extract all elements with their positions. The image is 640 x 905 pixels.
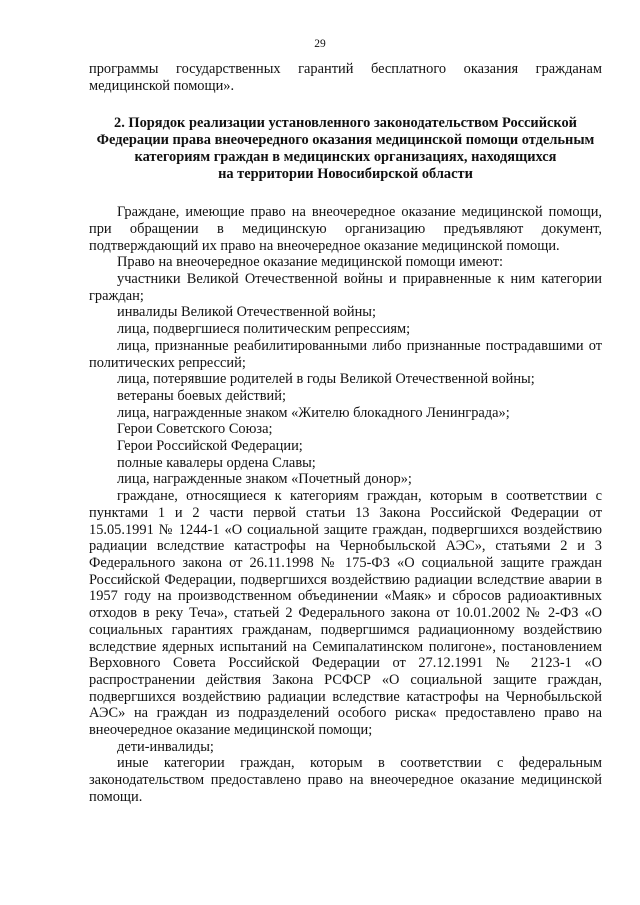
list-item: лица, потерявшие родителей в годы Великой Отечественной войны; [117,371,535,388]
list-item: лица, награжденные знаком «Почетный донор»; [117,471,412,488]
list-item: граждане, относящиеся к категориям граждан, которым в соответствии с пунктами 1 и 2 части первой статьи 13 Закона Российской Федерации от 15.05.1991 № 1244-1 «О социальной защите граждан, подвергшихся воздействию радиации вследствие катастрофы на Чернобыльской АЭС», статьями 2 и 3 Федерального закона от 26.11.1998 № 175-ФЗ «О социальной защите граждан Российской Федерации, подвергшихся воздействию радиации вследствие аварии в 1957 году на производственном объединении «Маяк» и сбросов радиоактивных отходов в реку Теча», статьей 2 Федерального закона от 10.01.2002 № 2-ФЗ «О социальных гарантиях гражданам, подвергшимся радиационному воздействию вследствие ядерных испытаний на Семипалатинском полигоне», постановлением Верховного Совета Российской Федерации от 27.12.1991 № 2123-1 «О распространении действия Закона РСФСР «О социальной защите граждан, подвергшихся воздействию радиации вследствие катастрофы на Чернобыльской АЭС» на граждан из подразделений особого риска« предоставлено право на внеочередное оказание медицинской помощи; [89,488,602,739]
list-item: инвалиды Великой Отечественной войны; [117,304,376,321]
list-item: Герои Советского Союза; [117,421,273,438]
section-heading-line: 2. Порядок реализации установленного законодательством Российской [114,115,577,132]
list-item: лица, подвергшиеся политическим репрессиям; [117,321,411,338]
list-item: Герои Российской Федерации; [117,438,303,455]
list-item: лица, признанные реабилитированными либо признанные пострадавшими от политических репрессий; [89,337,602,371]
body-paragraph: Граждане, имеющие право на внеочередное оказание медицинской помощи, при обращении в медицинскую организацию предъявляют документ, подтверждающий их право на внеочередное оказание медицинской помощи. [89,204,602,254]
body-paragraph: Право на внеочередное оказание медицинской помощи имеют: [117,254,503,271]
section-heading-line: категориям граждан в медицинских организациях, находящихся [134,148,557,165]
section-heading-line: на территории Новосибирской области [218,165,473,182]
list-item: дети-инвалиды; [117,738,214,755]
intro-paragraph: программы государственных гарантий бесплатного оказания гражданам медицинской помощи». [89,61,602,94]
page-content [89,61,602,806]
list-item: полные кавалеры ордена Славы; [117,454,316,471]
list-item: лица, награжденные знаком «Жителю блокадного Ленинграда»; [117,404,510,421]
section-heading [89,115,602,182]
section-heading-line: Федерации права внеочередного оказания медицинской помощи отдельным [96,132,595,149]
list-item: участники Великой Отечественной войны и приравненные к ним категории граждан; [89,271,602,304]
page-number: 29 [314,38,326,50]
list-item: иные категории граждан, которым в соответствии с федеральным законодательством предоставлено право на внеочередное оказание медицинской помощи. [89,755,602,805]
list-item: ветераны боевых действий; [117,387,286,404]
